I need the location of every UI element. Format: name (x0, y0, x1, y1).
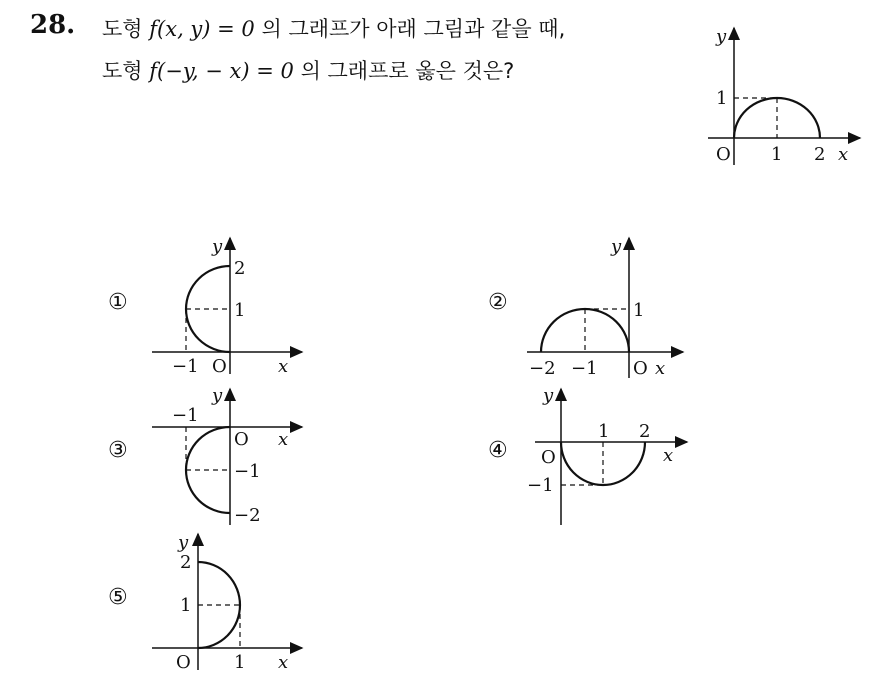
question-number: 28. (30, 10, 76, 40)
question-line-2 (102, 55, 514, 85)
choice-1-graph[interactable] (150, 232, 310, 382)
given-y-tick-1: 1 (716, 88, 728, 109)
given-y-label: y (716, 26, 727, 47)
question-line-2-prefix: 도형 (102, 59, 143, 83)
choice-4-origin-label: O (541, 447, 556, 468)
choice-3-y-label: y (212, 385, 223, 406)
choice-4-x-label: x (663, 445, 674, 466)
question-line-1 (102, 13, 565, 43)
choice-5-origin-label: O (176, 652, 191, 673)
choice-4-graph[interactable] (525, 385, 695, 530)
choice-5-x-label: x (278, 652, 289, 673)
choice-1-y-label: y (212, 236, 223, 257)
choice-1-y-tick-2: 2 (234, 258, 246, 279)
given-graph (700, 20, 870, 170)
given-origin-label: O (716, 144, 731, 165)
choice-1-x-label: x (278, 356, 289, 377)
choice-5-x-tick-1: 1 (234, 652, 246, 673)
choice-4-label[interactable]: ④ (488, 438, 508, 463)
choice-5-label[interactable]: ⑤ (108, 585, 128, 610)
given-x-tick-1: 1 (771, 144, 783, 165)
choice-4-y-tick-neg1: −1 (527, 475, 554, 496)
choice-3-x-tick-neg1: −1 (172, 405, 199, 426)
question-line-2-suffix: 의 그래프로 옳은 것은? (300, 59, 515, 83)
choice-5-y-label: y (178, 532, 189, 553)
choice-5-y-tick-2: 2 (180, 552, 192, 573)
question-line-1-suffix: 의 그래프가 아래 그림과 같을 때, (261, 17, 566, 41)
question-line-1-expression: f(x, y) = 0 (149, 17, 255, 41)
choice-1-y-tick-1: 1 (234, 300, 246, 321)
choice-2-label[interactable]: ② (488, 290, 508, 315)
choice-5-y-tick-1: 1 (180, 595, 192, 616)
given-x-tick-2: 2 (814, 144, 826, 165)
choice-4-x-tick-2: 2 (639, 421, 651, 442)
choice-2-origin-label: O (633, 358, 648, 379)
choice-3-x-label: x (278, 429, 289, 450)
question-line-1-prefix: 도형 (102, 17, 143, 41)
choice-2-x-label: x (655, 358, 666, 379)
choice-5-graph[interactable] (150, 530, 310, 675)
choice-1-x-tick-neg1: −1 (172, 356, 199, 377)
choice-3-y-tick-neg1: −1 (234, 461, 261, 482)
choice-1-origin-label: O (212, 356, 227, 377)
choice-2-x-tick-neg1: −1 (571, 358, 598, 379)
question-line-2-expression: f(−y, − x) = 0 (149, 59, 294, 83)
choice-3-y-tick-neg2: −2 (234, 505, 261, 526)
choice-3-origin-label: O (234, 429, 249, 450)
choice-1-label[interactable]: ① (108, 290, 128, 315)
choice-2-x-tick-neg2: −2 (529, 358, 556, 379)
choice-4-x-tick-1: 1 (598, 421, 610, 442)
choice-3-graph[interactable] (150, 385, 310, 530)
choice-4-y-label: y (543, 385, 554, 406)
given-x-label: x (838, 144, 849, 165)
choice-2-y-tick-1: 1 (633, 300, 645, 321)
choice-3-label[interactable]: ③ (108, 438, 128, 463)
choice-2-y-label: y (611, 236, 622, 257)
choice-2-graph[interactable] (525, 232, 695, 382)
